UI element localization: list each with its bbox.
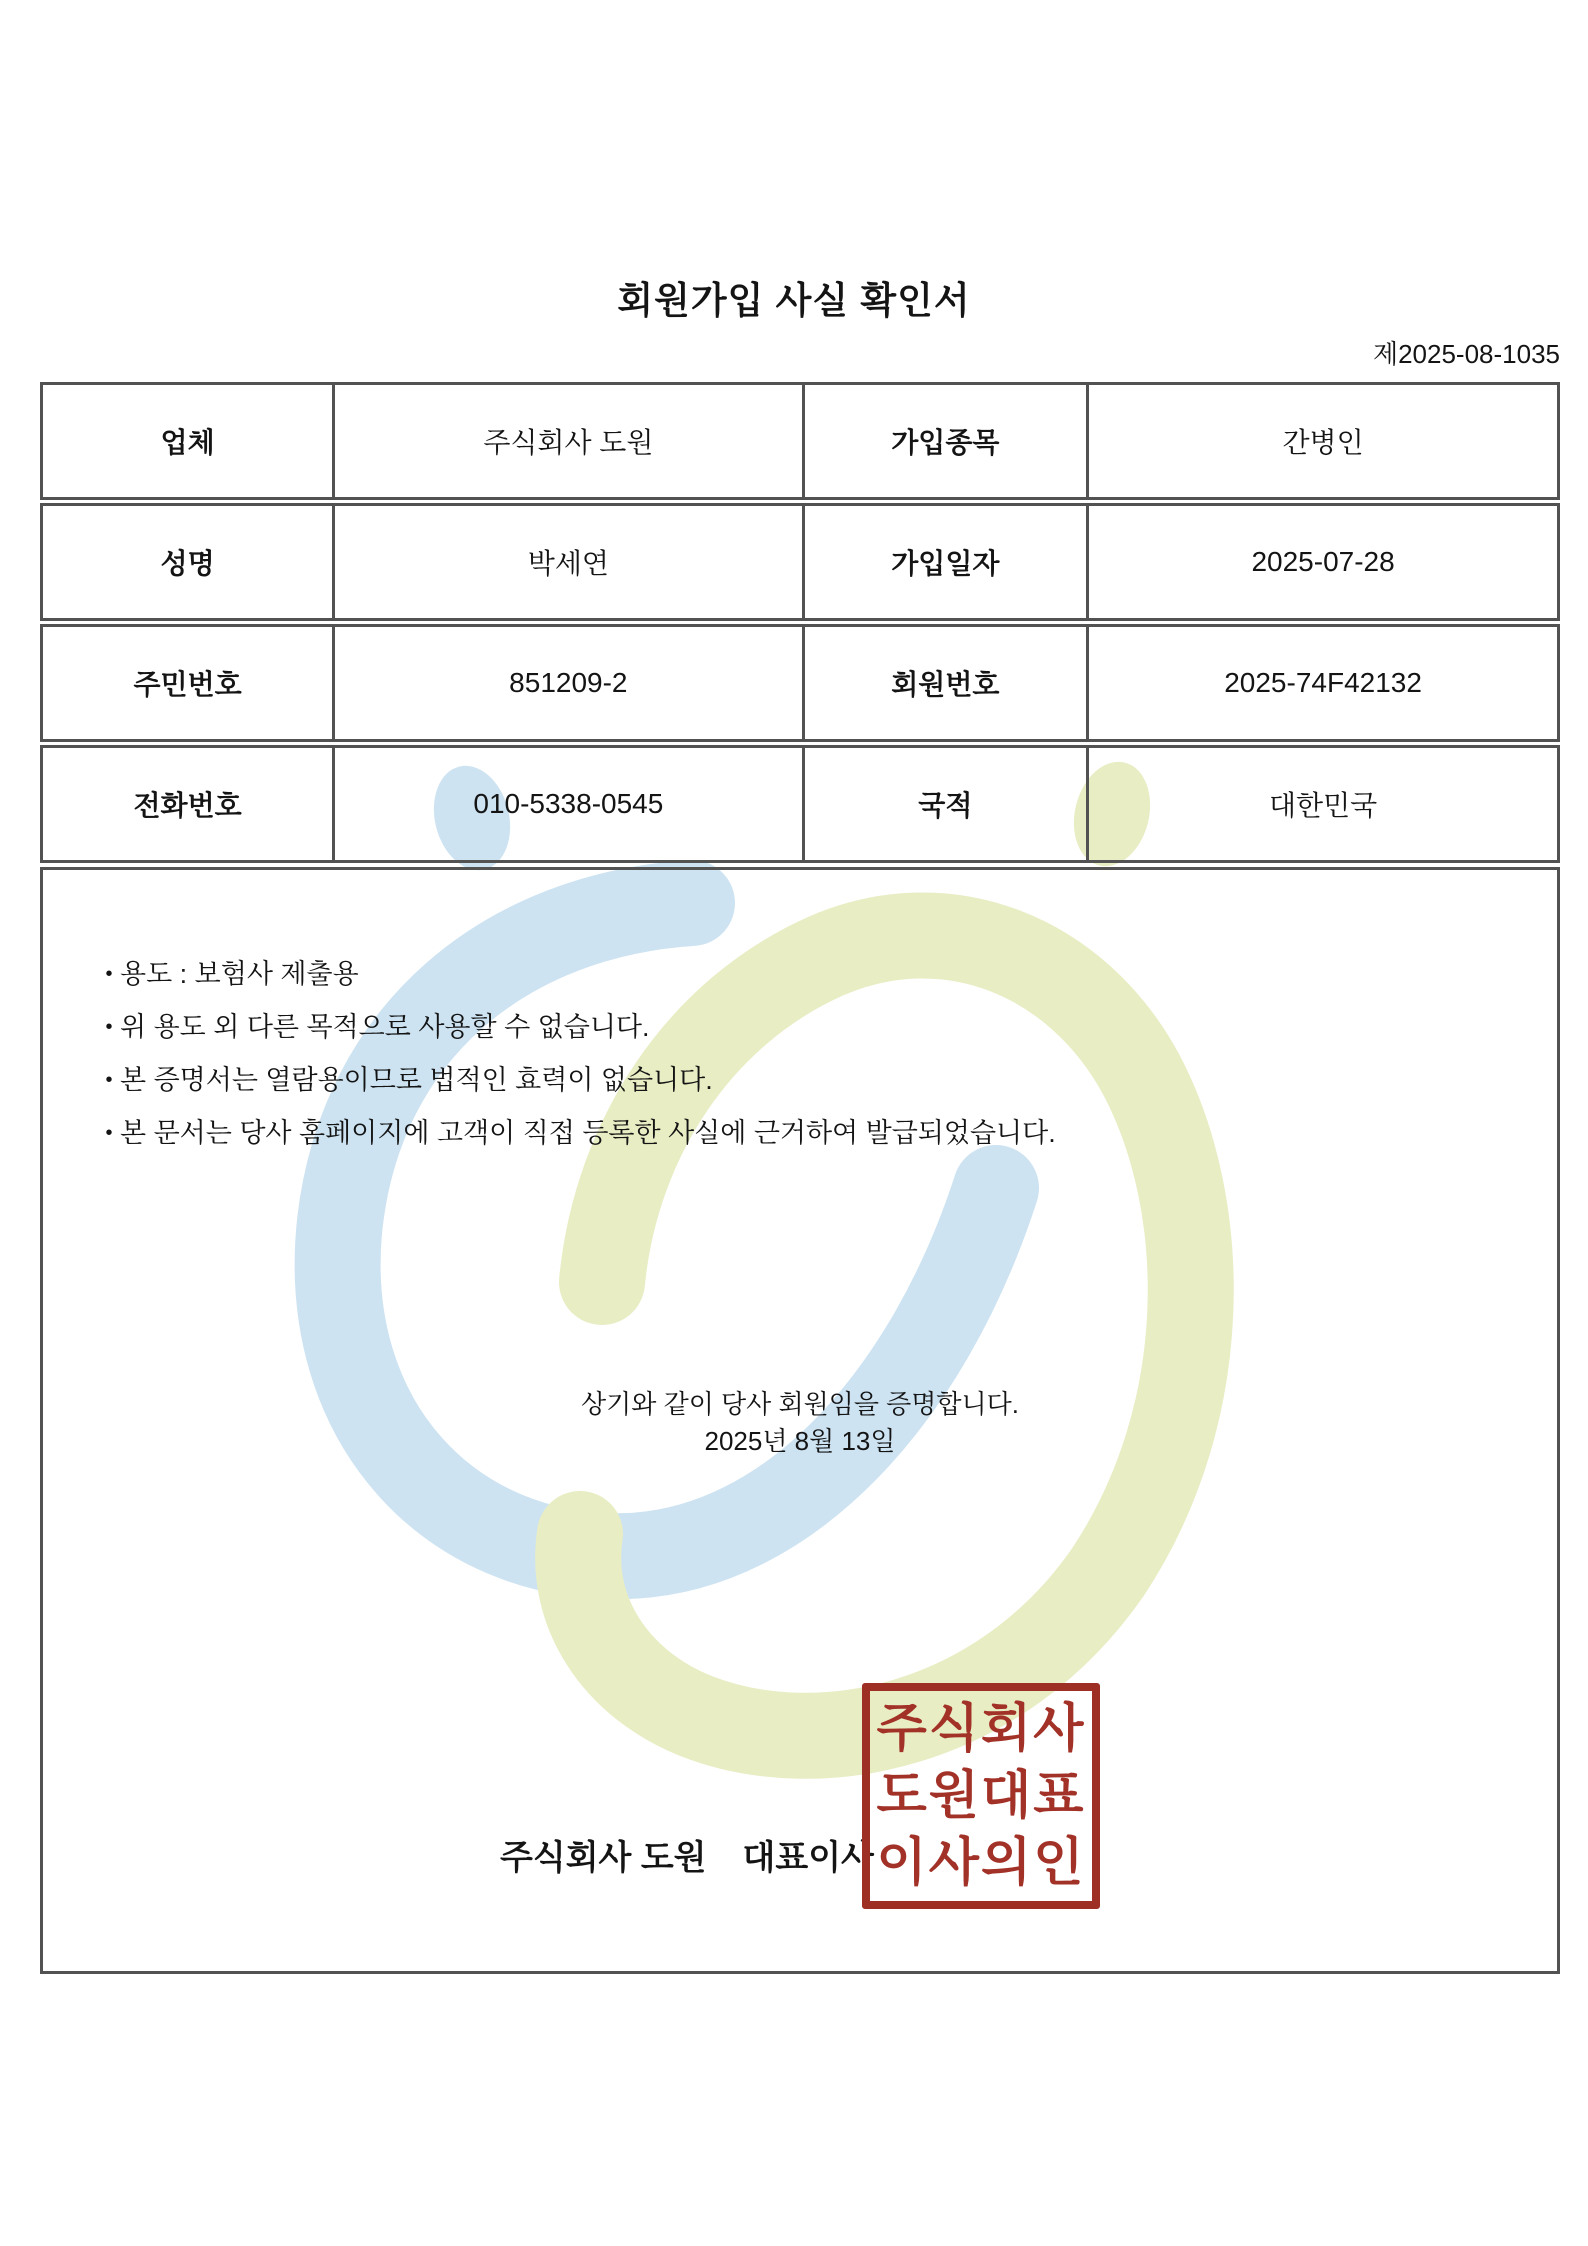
row-label-member-number: 회원번호	[805, 627, 1090, 739]
note-restriction: 위 용도 외 다른 목적으로 사용할 수 없습니다.	[120, 1012, 650, 1042]
bullet-icon: •	[105, 963, 113, 985]
row-label-resident-number: 주민번호	[43, 627, 335, 739]
table-row	[40, 382, 1560, 500]
list-item	[98, 1062, 1517, 1098]
row-value-membership-type: 간병인	[1282, 427, 1364, 458]
row-value-resident-number: 851209-2	[335, 627, 804, 739]
certify-statement-line: 상기와 같이 당사 회원임을 증명합니다.	[581, 1389, 1019, 1419]
row-label-name: 성명	[43, 506, 335, 618]
issue-date: 2025년 8월 13일	[704, 1426, 896, 1456]
row-label-membership-type: 가입종목	[805, 385, 1090, 497]
notes-list	[98, 956, 1517, 1168]
table-row	[40, 624, 1560, 742]
signature-company: 주식회사 도원	[500, 1839, 707, 1877]
note-usage: 용도 : 보험사 제출용	[120, 959, 359, 989]
list-item	[98, 956, 1517, 992]
row-value-nationality: 대한민국	[1268, 790, 1378, 821]
row-value-name: 박세연	[335, 506, 804, 618]
signature-role: 대표이사	[742, 1839, 874, 1877]
seal-text-row: 도원대표	[876, 1766, 1086, 1825]
bullet-icon: •	[105, 1122, 113, 1144]
row-value-join-date: 2025-07-28	[1251, 546, 1395, 577]
page-title: 회원가입 사실 확인서	[617, 280, 971, 321]
note-basis: 본 문서는 당사 홈페이지에 고객이 직접 등록한 사실에 근거하여 발급되었습니다.	[120, 1118, 1056, 1148]
document-number: 제2025-08-1035	[1372, 339, 1560, 369]
list-item	[98, 1115, 1517, 1151]
row-label-company: 업체	[43, 385, 335, 497]
row-label-join-date: 가입일자	[805, 506, 1090, 618]
row-value-company: 주식회사 도원	[335, 385, 804, 497]
certify-statement	[43, 1386, 1557, 1460]
bullet-icon: •	[105, 1069, 113, 1091]
seal-text-row: 이사의인	[876, 1833, 1086, 1892]
row-label-phone: 전화번호	[43, 748, 335, 860]
note-legal: 본 증명서는 열람용이므로 법적인 효력이 없습니다.	[120, 1065, 713, 1095]
corporate-seal-stamp	[862, 1683, 1100, 1909]
signature-line	[500, 1830, 874, 1879]
row-value-member-number: 2025-74F42132	[1224, 667, 1422, 698]
bullet-icon: •	[105, 1016, 113, 1038]
table-row	[40, 745, 1560, 863]
seal-text-row: 주식회사	[876, 1699, 1086, 1758]
member-info-table	[40, 382, 1560, 866]
row-label-nationality: 국적	[805, 748, 1090, 860]
notes-box	[40, 867, 1560, 1974]
row-value-phone: 010-5338-0545	[335, 748, 804, 860]
list-item	[98, 1009, 1517, 1045]
table-row	[40, 503, 1560, 621]
